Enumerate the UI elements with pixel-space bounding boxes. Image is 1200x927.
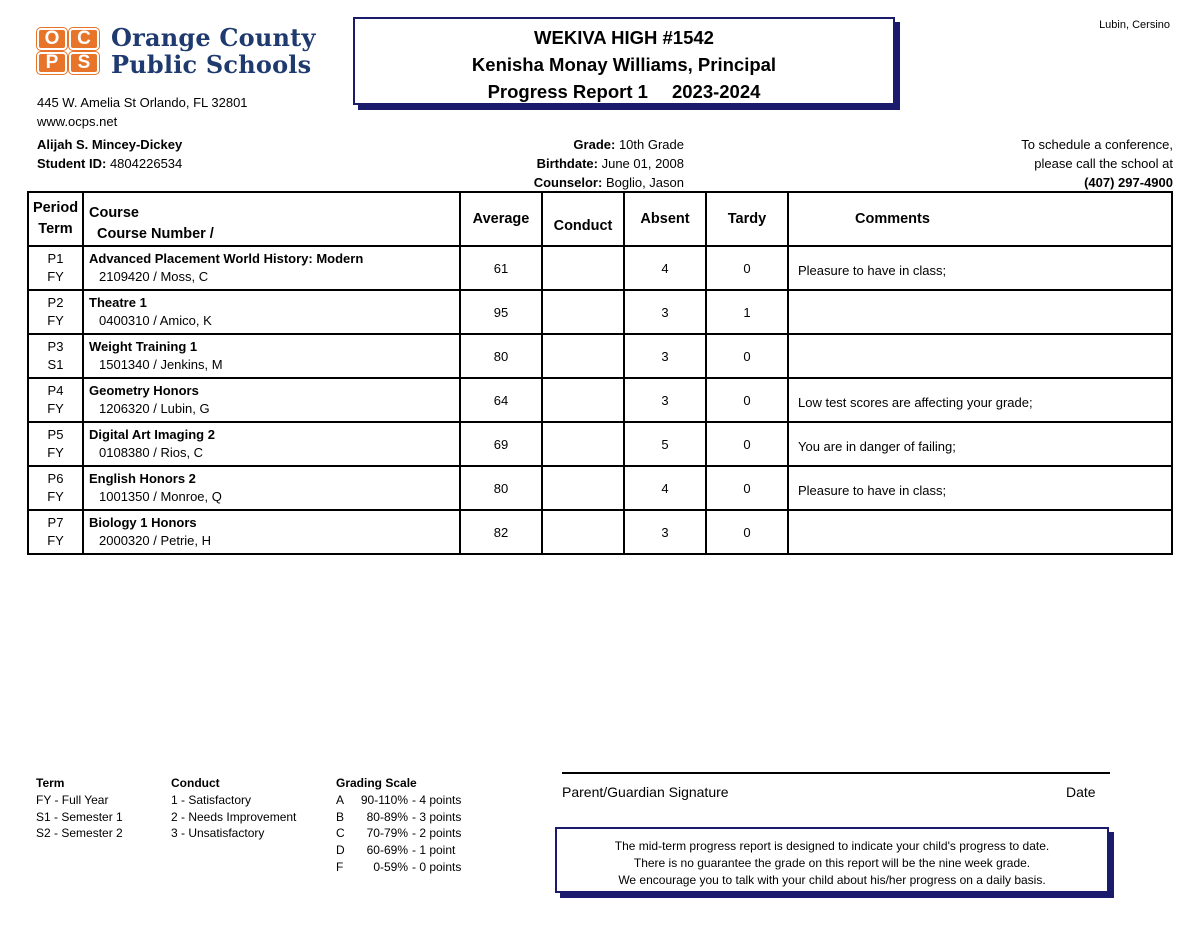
term-legend-title: Term xyxy=(36,776,65,790)
header-conduct: Conduct xyxy=(542,192,624,246)
course-number: 1206320 / Lubin, G xyxy=(99,401,210,416)
header-absent: Absent xyxy=(624,192,706,246)
grade-value: 10th Grade xyxy=(618,137,684,152)
course-number: 1501340 / Jenkins, M xyxy=(99,357,223,372)
report-title: Progress Report 1 xyxy=(487,81,648,102)
course-title: Geometry Honors xyxy=(89,383,199,398)
grading-scale-item xyxy=(336,842,461,859)
grading-scale-legend xyxy=(336,775,461,876)
grading-scale-item xyxy=(336,809,461,826)
course-title: Theatre 1 xyxy=(89,295,147,310)
scale-points: - 4 points xyxy=(412,792,462,807)
grading-scale-item xyxy=(336,859,461,876)
term: FY xyxy=(47,489,64,504)
term: FY xyxy=(47,445,64,460)
conduct-cell xyxy=(542,246,624,290)
course-number: 2000320 / Petrie, H xyxy=(99,533,212,548)
principal-name: Kenisha Monay Williams, Principal xyxy=(471,54,777,75)
comment-cell xyxy=(788,510,1172,554)
school-year: 2023-2024 xyxy=(671,81,761,102)
grading-scale-item xyxy=(336,792,461,809)
course-cell xyxy=(83,510,460,554)
header-course-label: Course xyxy=(89,205,139,221)
course-cell xyxy=(83,422,460,466)
school-name: WEKIVA HIGH #1542 xyxy=(534,27,714,48)
term: FY xyxy=(47,401,64,416)
tardy-cell: 0 xyxy=(706,510,788,554)
average-cell: 64 xyxy=(460,378,542,422)
comment-cell xyxy=(788,334,1172,378)
tardy-cell: 0 xyxy=(706,334,788,378)
term-legend-item: S2 - Semester 2 xyxy=(36,826,123,841)
term: FY xyxy=(47,269,64,284)
conference-info xyxy=(1021,135,1173,192)
scale-letter: B xyxy=(336,809,345,824)
absent-cell: 3 xyxy=(624,378,706,422)
absent-cell: 3 xyxy=(624,510,706,554)
absent-cell: 3 xyxy=(624,290,706,334)
student-name: Alijah S. Mincey-Dickey xyxy=(37,137,183,152)
scale-points: - 3 points xyxy=(412,809,462,824)
course-title: English Honors 2 xyxy=(89,471,196,486)
period: P2 xyxy=(47,295,64,310)
header-comments: Comments xyxy=(788,192,1172,246)
header-period-term xyxy=(28,192,83,246)
term-legend-item: FY - Full Year xyxy=(36,792,109,807)
conduct-cell xyxy=(542,378,624,422)
course-cell xyxy=(83,246,460,290)
tardy-cell: 0 xyxy=(706,246,788,290)
header-tardy: Tardy xyxy=(706,192,788,246)
student-info xyxy=(37,135,182,173)
ocps-badge-icon xyxy=(37,28,99,74)
logo-letter: O xyxy=(37,28,67,50)
table-header-row xyxy=(28,192,1172,246)
table-row xyxy=(28,334,1172,378)
period: P4 xyxy=(47,383,64,398)
period: P7 xyxy=(47,515,64,530)
grades-table xyxy=(27,191,1173,555)
average-cell: 80 xyxy=(460,466,542,510)
table-row xyxy=(28,466,1172,510)
logo-line-2: Public Schools xyxy=(111,50,312,79)
period-cell xyxy=(28,378,83,422)
header-average: Average xyxy=(460,192,542,246)
conduct-legend-item: 2 - Needs Improvement xyxy=(171,809,297,824)
school-website: www.ocps.net xyxy=(37,114,118,129)
period-cell xyxy=(28,510,83,554)
conference-line-1: To schedule a conference, xyxy=(1021,137,1173,152)
logo-letter: P xyxy=(37,52,67,74)
comment-cell: You are in danger of failing; xyxy=(788,422,1172,466)
scale-points: - 1 point xyxy=(412,843,456,858)
conduct-cell xyxy=(542,510,624,554)
absent-cell: 3 xyxy=(624,334,706,378)
period-cell xyxy=(28,466,83,510)
course-cell xyxy=(83,334,460,378)
logo-letter: S xyxy=(69,52,99,74)
term-legend xyxy=(36,775,123,842)
comment-cell: Low test scores are affecting your grade; xyxy=(788,378,1172,422)
table-row xyxy=(28,510,1172,554)
period: P3 xyxy=(47,339,64,354)
notice-line-1: The mid-term progress report is designed to indicate your child's progress to date. xyxy=(614,839,1050,853)
average-cell: 95 xyxy=(460,290,542,334)
grading-scale-item xyxy=(336,825,461,842)
scale-points: - 0 points xyxy=(412,859,462,874)
conduct-legend xyxy=(171,775,296,842)
comment-cell: Pleasure to have in class; xyxy=(788,246,1172,290)
tardy-cell: 1 xyxy=(706,290,788,334)
conduct-legend-item: 1 - Satisfactory xyxy=(171,792,252,807)
course-cell xyxy=(83,378,460,422)
tardy-cell: 0 xyxy=(706,466,788,510)
conduct-cell xyxy=(542,334,624,378)
student-details xyxy=(456,135,684,192)
counselor-value: Boglio, Jason xyxy=(605,175,684,190)
period: P5 xyxy=(47,427,64,442)
ocps-logo xyxy=(37,24,316,78)
counselor-label: Counselor: xyxy=(533,175,603,190)
header-course-number: Course Number / xyxy=(97,226,214,242)
header-period: Period xyxy=(32,200,79,216)
scale-letter: D xyxy=(336,843,345,858)
conduct-legend-title: Conduct xyxy=(171,776,220,790)
course-title: Advanced Placement World History: Modern xyxy=(89,251,364,266)
conduct-cell xyxy=(542,466,624,510)
comment-cell: Pleasure to have in class; xyxy=(788,466,1172,510)
scale-points: - 2 points xyxy=(412,826,462,841)
course-number: 1001350 / Monroe, Q xyxy=(99,489,222,504)
course-title: Biology 1 Honors xyxy=(89,515,197,530)
course-number: 0108380 / Rios, C xyxy=(99,445,204,460)
period-cell xyxy=(28,334,83,378)
table-row xyxy=(28,246,1172,290)
scale-range: 70-79% xyxy=(366,826,408,841)
school-address: 445 W. Amelia St Orlando, FL 32801 xyxy=(37,95,248,110)
comment-cell xyxy=(788,290,1172,334)
notice-line-3: We encourage you to talk with your child about his/her progress on a daily basis. xyxy=(618,873,1046,887)
course-cell xyxy=(83,290,460,334)
logo-line-1: Orange County xyxy=(111,23,316,52)
school-phone: (407) 297-4900 xyxy=(1084,175,1173,190)
table-row xyxy=(28,422,1172,466)
signature-label: Parent/Guardian Signature xyxy=(562,784,729,800)
student-id-label: Student ID: xyxy=(37,156,107,171)
date-label: Date xyxy=(1066,784,1096,800)
progress-report-notice xyxy=(555,827,1109,893)
notice-line-2: There is no guarantee the grade on this report will be the nine week grade. xyxy=(633,856,1031,870)
tardy-cell: 0 xyxy=(706,422,788,466)
period: P6 xyxy=(47,471,64,486)
table-row xyxy=(28,290,1172,334)
scale-range: 90-110% xyxy=(360,792,408,807)
average-cell: 69 xyxy=(460,422,542,466)
document-author: Lubin, Cersino xyxy=(1099,19,1170,31)
header-term: Term xyxy=(38,221,73,237)
period-cell xyxy=(28,246,83,290)
course-title: Weight Training 1 xyxy=(89,339,198,354)
absent-cell: 5 xyxy=(624,422,706,466)
birthdate-value: June 01, 2008 xyxy=(601,156,684,171)
average-cell: 61 xyxy=(460,246,542,290)
logo-letter: C xyxy=(69,28,99,50)
birthdate-label: Birthdate: xyxy=(536,156,598,171)
scale-letter: C xyxy=(336,826,345,841)
signature-line[interactable] xyxy=(562,772,1110,774)
scale-range: 80-89% xyxy=(366,809,408,824)
scale-range: 60-69% xyxy=(366,843,408,858)
conference-line-2: please call the school at xyxy=(1034,156,1173,171)
period-cell xyxy=(28,290,83,334)
conduct-cell xyxy=(542,290,624,334)
average-cell: 82 xyxy=(460,510,542,554)
tardy-cell: 0 xyxy=(706,378,788,422)
period: P1 xyxy=(47,251,64,266)
header-course xyxy=(83,192,460,246)
period-cell xyxy=(28,422,83,466)
course-number: 0400310 / Amico, K xyxy=(99,313,212,328)
conduct-cell xyxy=(542,422,624,466)
logo-wordmark xyxy=(111,24,316,78)
grade-label: Grade: xyxy=(573,137,616,152)
student-id: 4804226534 xyxy=(109,156,183,171)
scale-range: 0-59% xyxy=(373,859,408,874)
term: S1 xyxy=(47,357,64,372)
absent-cell: 4 xyxy=(624,246,706,290)
course-cell xyxy=(83,466,460,510)
absent-cell: 4 xyxy=(624,466,706,510)
average-cell: 80 xyxy=(460,334,542,378)
table-row xyxy=(28,378,1172,422)
term-legend-item: S1 - Semester 1 xyxy=(36,809,123,824)
course-title: Digital Art Imaging 2 xyxy=(89,427,215,442)
term: FY xyxy=(47,533,64,548)
report-title-line xyxy=(355,78,893,105)
course-number: 2109420 / Moss, C xyxy=(99,269,209,284)
conduct-legend-item: 3 - Unsatisfactory xyxy=(171,826,265,841)
term: FY xyxy=(47,313,64,328)
scale-letter: A xyxy=(336,792,345,807)
report-header-box xyxy=(353,17,895,105)
grading-scale-title: Grading Scale xyxy=(336,776,417,790)
scale-letter: F xyxy=(336,859,344,874)
